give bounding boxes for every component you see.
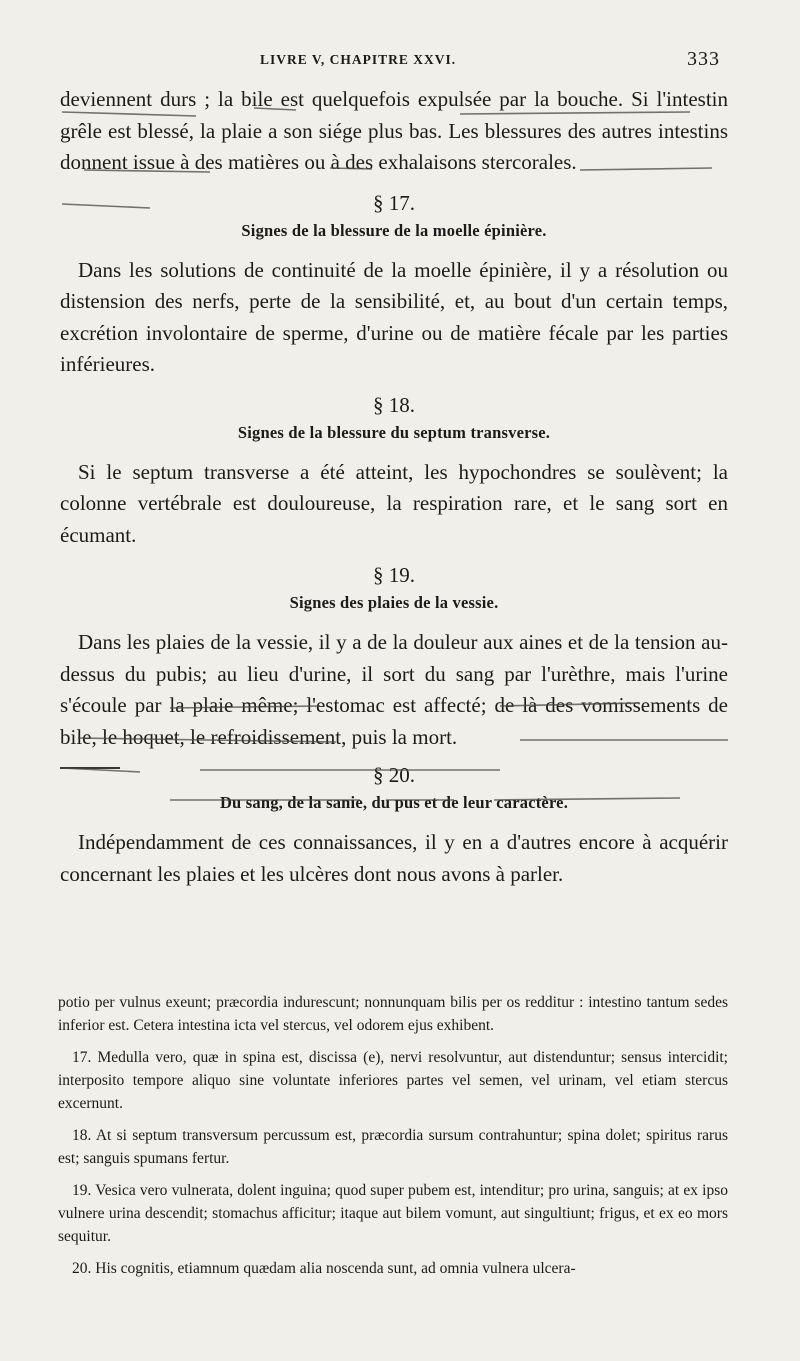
page-number: 333	[687, 48, 720, 70]
french-text	[60, 84, 728, 890]
latin-paragraph-continued: potio per vulnus exeunt; præcordia indurescunt; nonnunquam bilis per os redditur : intestino tantum sedes inferior est. Cetera intestina icta vel stercus, vel odorem ejus exhibent.	[58, 994, 728, 1034]
section-20-number: § 20.	[373, 763, 415, 787]
latin-paragraph-20: 20. His cognitis, etiamnum quædam alia noscenda sunt, ad omnia vulnera ulcera-	[72, 1260, 576, 1277]
latin-paragraph-17: 17. Medulla vero, quæ in spina est, discissa (e), nervi resolvuntur, aut distenduntur; sensus intercidit; interposito tempore aliquo sine voluntate inferiores partes vel semen, vel urinam, vel etiam stercus excernunt.	[58, 1049, 728, 1112]
running-title: LIVRE V, CHAPITRE XXVI.	[260, 52, 457, 67]
page-header	[60, 46, 728, 76]
section-18-number: § 18.	[373, 392, 415, 417]
section-18-text: Si le septum transverse a été atteint, les hypochondres se soulèvent; la colonne vertébrale est douloureuse, la respiration rare, et le sang sort en écumant.	[60, 459, 728, 547]
section-17-number: § 17.	[373, 190, 415, 215]
section-17-text: Dans les solutions de continuité de la moelle épinière, il y a résolution ou distension des nerfs, perte de la sensibilité, et, au bout d'un certain temps, excrétion involontaire de sperme, d'urine ou de matière fécale par les parties inférieures.	[60, 257, 728, 376]
section-19-title: Signes des plaies de la vessie.	[289, 593, 499, 612]
section-20-text: Indépendamment de ces connaissances, il y en a d'autres encore à acquérir concernant les plaies et les ulcères dont nous avons à parler.	[60, 830, 728, 886]
section-20-title: Du sang, de la sanie, du pus et de leur caractère.	[219, 793, 569, 812]
section-18-title: Signes de la blessure du septum transverse.	[237, 422, 551, 442]
latin-footnotes	[58, 991, 728, 1289]
section-19-text: Dans les plaies de la vessie, il y a de la douleur aux aines et de la tension au-dessus du pubis; au lieu d'urine, il sort du sang par l'urèthre, mais l'urine s'écoule par la plaie même; l'estomac est affecté; de là des vomissements de bile, le hoquet, le refroidissement, puis la mort.	[60, 630, 728, 749]
latin-paragraph-18: 18. At si septum transversum percussum est, præcordia sursum contrahuntur; spina dolet; spiritus rarus est; sanguis spumans fertur.	[58, 1127, 728, 1167]
section-17-title: Signes de la blessure de la moelle épinière.	[241, 220, 547, 240]
section-19-number: § 19.	[373, 563, 415, 587]
paragraph-continued: deviennent durs ; la bile est quelquefois expulsée par la bouche. Si l'intestin grêle est blessé, la plaie a son siége plus bas. Les blessures des autres intestins donnent issue à des matières ou à des exhalaisons stercorales.	[60, 87, 728, 174]
latin-paragraph-19: 19. Vesica vero vulnerata, dolent inguina; quod super pubem est, intenditur; pro urina, sanguis; at ex ipso vulnere urina descendit; stomachus afficitur; itaque aut bilem vomunt, aut singultiunt; frigus, et ex eo mors sequitur.	[58, 1182, 728, 1245]
